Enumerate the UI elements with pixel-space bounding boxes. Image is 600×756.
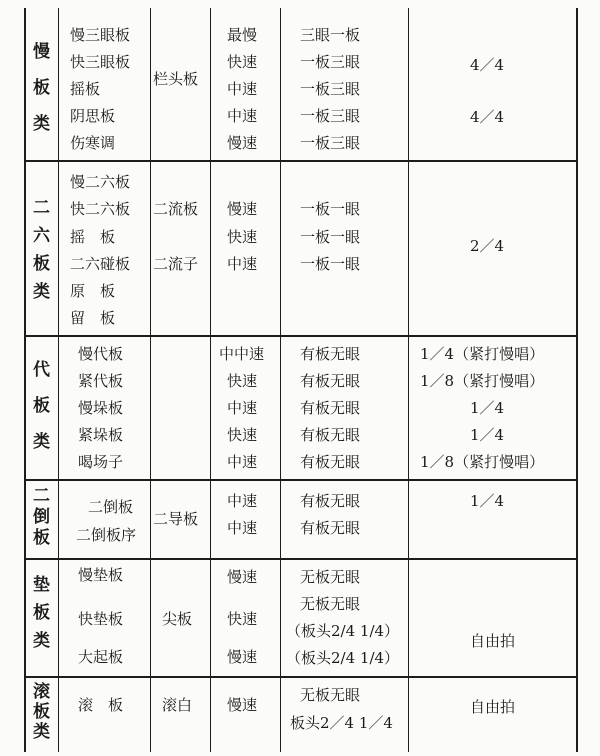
category-char: 二 [33, 486, 50, 506]
category-char: 板 [33, 528, 50, 548]
category-char: 类 [33, 631, 50, 651]
meter-cell: 1／4 [470, 399, 505, 417]
category-char: 滚 [33, 682, 50, 702]
category-char: 二 [33, 198, 50, 218]
name-cell: 滚 板 [78, 696, 124, 714]
beat-cell: 有板无眼 [300, 492, 361, 510]
category-char: 板 [33, 603, 50, 623]
name-cell: 慢垫板 [78, 566, 124, 584]
speed-cell: 中速 [227, 453, 258, 471]
beat-cell: 一板一眼 [300, 228, 361, 246]
name-cell: 慢二六板 [70, 173, 131, 191]
alias-cell: 二流板 [153, 200, 199, 218]
beat-cell: 有板无眼 [300, 426, 361, 444]
speed-cell: 中中速 [219, 345, 265, 363]
name-cell: 慢代板 [78, 345, 124, 363]
category-char: 板 [33, 702, 50, 722]
name-cell: 伤寒调 [70, 134, 116, 152]
speed-cell: 快速 [227, 228, 258, 246]
name-cell: 快二六板 [70, 200, 131, 218]
meter-cell: 1／4（紧打慢唱） [420, 345, 545, 363]
beat-cell: 有板无眼 [300, 372, 361, 390]
speed-cell: 慢速 [227, 134, 258, 152]
alias-cell: 二导板 [153, 510, 199, 528]
name-cell: 喝场子 [78, 453, 124, 471]
meter-cell: 1／8（紧打慢唱） [420, 372, 545, 390]
meter-cell: 4／4 [470, 108, 505, 126]
row-divider-3 [24, 479, 578, 481]
speed-cell: 最慢 [227, 26, 258, 44]
meter-cell: 1／4 [470, 426, 505, 444]
speed-cell: 快速 [227, 372, 258, 390]
beat-cell: 一板一眼 [300, 255, 361, 273]
column-divider-4 [280, 8, 281, 752]
category-char: 倒 [33, 507, 50, 527]
category-char: 代 [33, 360, 50, 380]
column-divider-1 [58, 8, 59, 752]
name-cell: 原 板 [70, 282, 116, 300]
row-divider-1 [24, 160, 578, 162]
speed-cell: 中速 [227, 255, 258, 273]
beat-cell: （板头2/4 1/4） [286, 622, 400, 640]
speed-cell: 中速 [227, 399, 258, 417]
beat-cell: 一板三眼 [300, 53, 361, 71]
name-cell: 摇 板 [70, 228, 116, 246]
speed-cell: 中速 [227, 107, 258, 125]
category-char: 板 [33, 396, 50, 416]
category-char: 类 [33, 114, 50, 134]
meter-cell: 自由拍 [470, 632, 516, 650]
beat-cell: 无板无眼 [300, 595, 361, 613]
beat-cell: 有板无眼 [300, 453, 361, 471]
name-cell: 慢垛板 [78, 399, 124, 417]
beat-cell: 有板无眼 [300, 399, 361, 417]
beat-cell: 有板无眼 [300, 345, 361, 363]
beat-cell: 三眼一板 [300, 26, 361, 44]
name-cell: 快三眼板 [70, 53, 131, 71]
row-divider-5 [24, 676, 578, 678]
beat-cell: 无板无眼 [300, 568, 361, 586]
category-char: 垫 [33, 575, 50, 595]
category-char: 板 [33, 254, 50, 274]
beat-cell: （板头2/4 1/4） [286, 649, 400, 667]
category-char: 板 [33, 78, 50, 98]
beat-cell: 一板三眼 [300, 80, 361, 98]
speed-cell: 快速 [227, 53, 258, 71]
speed-cell: 中速 [227, 80, 258, 98]
category-char: 类 [33, 282, 50, 302]
speed-cell: 慢速 [227, 568, 258, 586]
column-divider-3 [210, 8, 211, 752]
speed-cell: 中速 [227, 519, 258, 537]
name-cell: 快垫板 [78, 610, 124, 628]
name-cell: 二六碰板 [70, 255, 131, 273]
name-cell: 大起板 [78, 648, 124, 666]
alias-cell: 栏头板 [153, 70, 199, 88]
category-char: 类 [33, 722, 50, 742]
beat-cell: 一板三眼 [300, 134, 361, 152]
speed-cell: 中速 [227, 492, 258, 510]
beat-cell: 一板一眼 [300, 200, 361, 218]
name-cell: 紧垛板 [78, 426, 124, 444]
speed-cell: 快速 [227, 610, 258, 628]
category-char: 六 [33, 226, 50, 246]
name-cell: 二倒板序 [76, 526, 137, 544]
row-divider-2 [24, 335, 578, 337]
speed-cell: 慢速 [227, 696, 258, 714]
category-char: 类 [33, 432, 50, 452]
alias-cell: 尖板 [162, 610, 193, 628]
meter-cell: 1／8（紧打慢唱） [420, 453, 545, 471]
speed-cell: 慢速 [227, 648, 258, 666]
name-cell: 二倒板 [88, 498, 134, 516]
table-border-right [576, 8, 578, 752]
table-border-left [24, 8, 26, 752]
alias-cell: 二流子 [153, 255, 199, 273]
alias-cell: 滚白 [162, 696, 193, 714]
name-cell: 摇板 [70, 80, 101, 98]
beat-cell: 无板无眼 [300, 686, 361, 704]
meter-cell: 2／4 [470, 237, 505, 255]
category-char: 慢 [33, 42, 50, 62]
meter-cell: 1／4 [470, 492, 505, 510]
row-divider-4 [24, 558, 578, 560]
name-cell: 紧代板 [78, 372, 124, 390]
name-cell: 阴思板 [70, 107, 116, 125]
name-cell: 慢三眼板 [70, 26, 131, 44]
beat-cell: 有板无眼 [300, 519, 361, 537]
beat-cell: 一板三眼 [300, 107, 361, 125]
name-cell: 留 板 [70, 309, 116, 327]
speed-cell: 快速 [227, 426, 258, 444]
meter-cell: 自由拍 [470, 698, 516, 716]
column-divider-5 [408, 8, 409, 752]
beat-cell: 板头2／4 1／4 [290, 714, 393, 732]
meter-cell: 4／4 [470, 56, 505, 74]
speed-cell: 慢速 [227, 200, 258, 218]
column-divider-2 [150, 8, 151, 752]
